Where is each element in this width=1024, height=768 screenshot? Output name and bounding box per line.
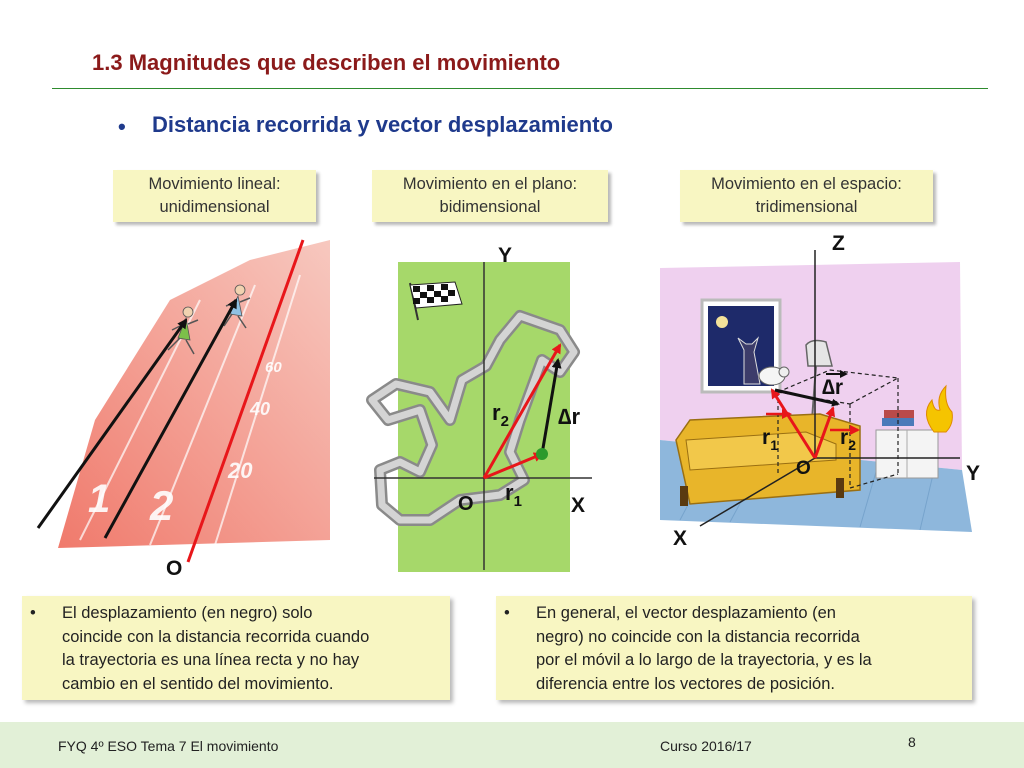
track-number-2: 2: [150, 482, 174, 529]
note-right-bullet: •: [504, 604, 510, 622]
note-left-bullet: •: [30, 604, 36, 622]
note-right-line1: En general, el vector desplazamiento (en: [536, 604, 836, 622]
track-number-20: 20: [228, 458, 253, 483]
label-space-line1: Movimiento en el espacio:: [711, 175, 902, 193]
note-left-line2: coincide con la distancia recorrida cuando: [62, 627, 370, 646]
axis-x-label-space: X: [673, 527, 688, 550]
footer-course-title: FYQ 4º ESO Tema 7 El movimiento: [58, 738, 279, 754]
origin-label-linear: O: [166, 557, 183, 580]
note-left-line3: la trayectoria es una línea recta y no hay: [62, 651, 360, 669]
label-plane-line1: Movimiento en el plano:: [402, 175, 578, 193]
label-linear-line1: Movimiento lineal:: [148, 175, 281, 193]
track-number-40: 40: [250, 399, 271, 419]
slide-title: 1.3 Magnitudes que describen el movimiento: [92, 50, 561, 75]
note-right-line3: por el móvil a lo largo de la trayectoria, y es la: [536, 651, 872, 669]
r1-label-plane: $r_1$: [505, 480, 522, 510]
race-circuit-illustration: [372, 244, 592, 572]
axis-z-label: Z: [832, 232, 845, 255]
note-right-line4: diferencia entre los vectores de posición.: [536, 674, 835, 693]
subtitle-bullet: •: [118, 114, 126, 139]
green-dot-icon: [536, 448, 548, 460]
room-illustration: [660, 232, 980, 550]
note-left-line4: cambio en el sentido del movimiento.: [62, 674, 334, 693]
footer-school-year: Curso 2016/17: [660, 738, 752, 754]
note-left-line1: El desplazamiento (en negro) solo: [62, 604, 313, 622]
axis-x-label: X: [571, 494, 586, 517]
slide-subtitle: Distancia recorrida y vector desplazamiento: [152, 112, 613, 137]
axis-y-label: Y: [498, 244, 513, 267]
label-space-line2: tridimensional: [755, 198, 858, 216]
track-number-1: 1: [88, 477, 111, 521]
track-number-60: 60: [265, 359, 282, 376]
r2-label-plane: $r_2$: [492, 400, 509, 430]
note-left: [22, 596, 450, 700]
origin-label-plane: O: [458, 493, 474, 515]
running-track-illustration: [38, 240, 330, 580]
label-linear-line2: unidimensional: [159, 198, 270, 216]
note-right: [496, 596, 972, 700]
delta-r-label-plane: ∆r: [558, 404, 581, 429]
axis-y-label-space: Y: [966, 462, 981, 485]
footer-page-number: 8: [908, 734, 916, 750]
r2-label-space: $r_2$: [840, 426, 856, 453]
note-right-line2: negro) no coincide con la distancia recorrida: [536, 627, 860, 646]
r1-label-space: $r_1$: [762, 426, 778, 453]
origin-label-space: O: [796, 458, 811, 479]
label-plane-line2: bidimensional: [439, 198, 541, 216]
delta-r-label-space: ∆r: [822, 376, 844, 399]
